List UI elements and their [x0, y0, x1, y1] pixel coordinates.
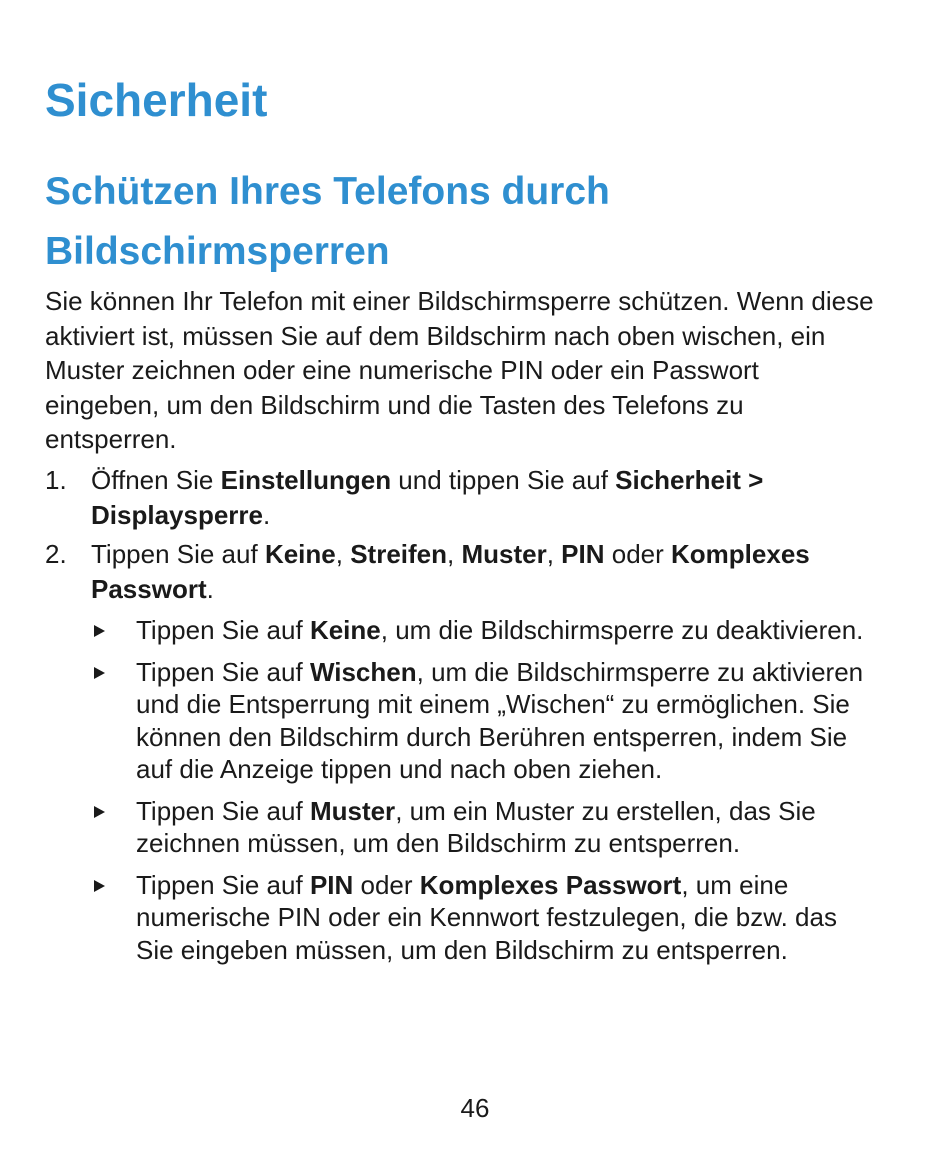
triangle-right-icon — [94, 806, 105, 818]
step-text: , — [546, 539, 562, 569]
option-text: Tippen Sie auf — [136, 795, 310, 826]
option-emphasis: Keine — [309, 615, 381, 645]
triangle-right-icon — [94, 667, 105, 679]
option-item-muster — [45, 795, 875, 860]
option-text: Tippen Sie auf — [136, 615, 310, 645]
steps-list — [45, 463, 875, 611]
triangle-right-icon — [94, 880, 105, 892]
option-emphasis: Komplexes Passwort — [419, 869, 682, 900]
step-text: oder — [604, 539, 672, 569]
step-item-2 — [45, 537, 875, 606]
option-text: Tippen Sie auf — [136, 656, 310, 687]
step-emphasis: Streifen — [350, 539, 448, 569]
step-text: Öffnen Sie — [91, 465, 221, 495]
option-text: , um die Bildschirmsperre zu aktivieren und die Entsperrung mit einem „Wischen“ zu ermöglichen. Sie können den Bildschirm durch Berühren entsperren, indem Sie auf die Anzeige tippen und nach oben ziehen. — [136, 656, 864, 784]
step-emphasis: Einstellungen — [220, 465, 392, 495]
intro-paragraph: Sie können Ihr Telefon mit einer Bildschirmsperre schützen. Wenn diese aktiviert ist, müssen Sie auf dem Bildschirm nach oben wischen, ein Muster zeichnen oder eine numerische PIN oder ein Passwort eingeben, um den Bildschirm und die Tasten des Telefons zu entsperren. — [45, 286, 874, 454]
option-emphasis: Muster — [309, 795, 396, 826]
option-item-wischen — [45, 656, 875, 786]
option-item-keine — [45, 614, 875, 647]
page-number: 46 — [460, 1093, 490, 1123]
step-text: , — [335, 539, 351, 569]
option-text: , um ein Muster zu erstellen, das Sie zeichnen müssen, um den Bildschirm zu entsperren. — [136, 795, 816, 858]
step-text: . — [206, 573, 214, 604]
option-item-pin — [45, 869, 875, 967]
section-heading: Schützen Ihres Telefons durch Bildschirmsperren — [45, 170, 610, 273]
option-text: , um eine numerische PIN oder ein Kennwort festzulegen, die bzw. das Sie eingeben müssen, um den Bildschirm zu entsperren. — [136, 869, 837, 965]
step-emphasis: PIN — [561, 539, 605, 569]
step-emphasis: Muster — [461, 539, 547, 569]
option-emphasis: PIN — [309, 869, 354, 900]
option-text: Tippen Sie auf — [136, 869, 310, 900]
step-number: 1. — [45, 465, 67, 495]
step-text: Tippen Sie auf — [91, 539, 265, 569]
step-emphasis: Sicherheit > Displaysperre — [91, 465, 764, 530]
step-emphasis: Keine — [264, 539, 336, 569]
option-text: oder — [353, 869, 420, 900]
step-text: , — [447, 539, 462, 569]
options-list — [45, 614, 875, 975]
step-item-1 — [45, 463, 875, 532]
page-title: Sicherheit — [45, 74, 268, 126]
option-emphasis: Wischen — [309, 656, 417, 687]
step-number: 2. — [45, 539, 67, 569]
option-text: , um die Bildschirmsperre zu deaktivieren. — [380, 615, 864, 645]
step-emphasis: Komplexes Passwort — [91, 539, 810, 604]
step-text: . — [262, 499, 271, 530]
triangle-right-icon — [94, 625, 105, 637]
step-text: und tippen Sie auf — [391, 465, 616, 495]
